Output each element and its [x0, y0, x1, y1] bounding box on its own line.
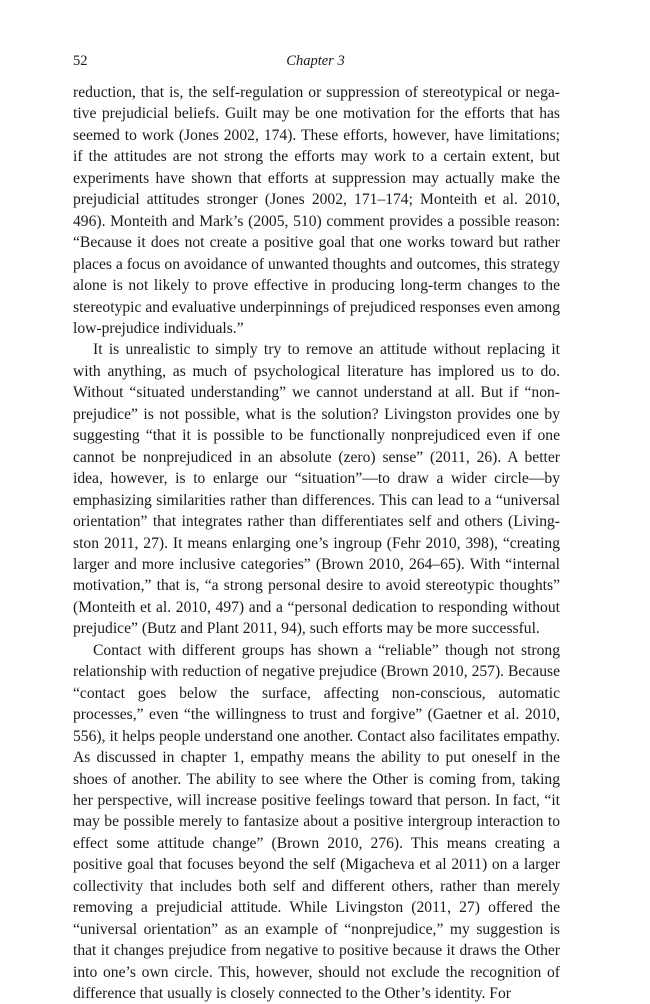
- paragraph-2: It is unrealistic to simply try to remove an attitude without replacing it with anything, as much of psychological literature has implored us to do. Without “situated understanding” we cannot understand at all. But if “nonprejudice” is not possible, what is the solution? Livingston provides one by suggesting “that it is possible to be functionally nonprejudiced even if one cannot be nonprejudiced in an absolute (zero) sense” (2011, 26). A better idea, however, is to enlarge our “situation”—to draw a wider circle—by emphasizing similarities rather than differences. This can lead to a “universal orientation” that integrates rather than differentiates self and others (Livingston 2011, 27). It means enlarging one’s ingroup (Fehr 2010, 398), “creating larger and more inclusive categories” (Brown 2010, 264–65). With “internal motivation,” that is, “a strong personal desire to avoid stereotypic thoughts” (Monteith et al. 2010, 497) and a “personal dedication to responding without prejudice” (Butz and Plant 2011, 94), such efforts may be more successful.: [73, 341, 560, 638]
- paragraph-1: reduction, that is, the self-regulation or suppression of stereotypical or negative prejudicial beliefs. Guilt may be one motivation for the efforts that has seemed to work (Jones 2002, 174). These efforts, however, have limitations; if the attitudes are not strong the efforts may work to a certain extent, but experiments have shown that efforts at suppression may actually make the prejudicial attitudes stronger (Jones 2002, 171–174; Monteith et al. 2010, 496). Monteith and Mark’s (2005, 510) comment provides a possible reason: “Because it does not create a positive goal that one works toward but rather places a focus on avoidance of unwanted thoughts and outcomes, this strategy alone is not likely to prove effective in producing long-term changes to the stereotypic and evaluative underpinnings of prejudiced responses even among low-prejudice individuals.”: [73, 84, 560, 337]
- page-number: 52: [73, 53, 88, 69]
- body-text: [73, 82, 560, 1004]
- chapter-title: Chapter 3: [286, 53, 345, 69]
- paragraph-3: Contact with different groups has shown a “reliable” though not strong relationship with reduction of negative prejudice (Brown 2010, 257). Because “contact goes below the surface, affecting non-conscious, automatic processes,” even “the willingness to trust and forgive” (Gaetner et al. 2010, 556), it helps people understand one another. Contact also facilitates empathy. As discussed in chapter 1, empathy means the ability to put oneself in the shoes of another. The ability to see where the Other is coming from, taking her perspective, will increase positive feelings toward that person. In fact, “it may be possible merely to fantasize about a positive intergroup interaction to effect some attitude change” (Brown 2010, 276). This means creating a positive goal that focuses beyond the self (Migacheva et al 2011) on a larger collectivity that includes both self and different others, rather than merely removing a prejudicial attitude. While Livingston (2011, 27) offered the “universal orientation” as an example of “nonprejudice,” my suggestion is that it changes prejudice from negative to positive because it draws the Other into one’s own circle. This, however, should not exclude the recognition of difference that usually is closely connected to the Other’s identity. For: [73, 641, 560, 1003]
- running-head: [73, 52, 558, 70]
